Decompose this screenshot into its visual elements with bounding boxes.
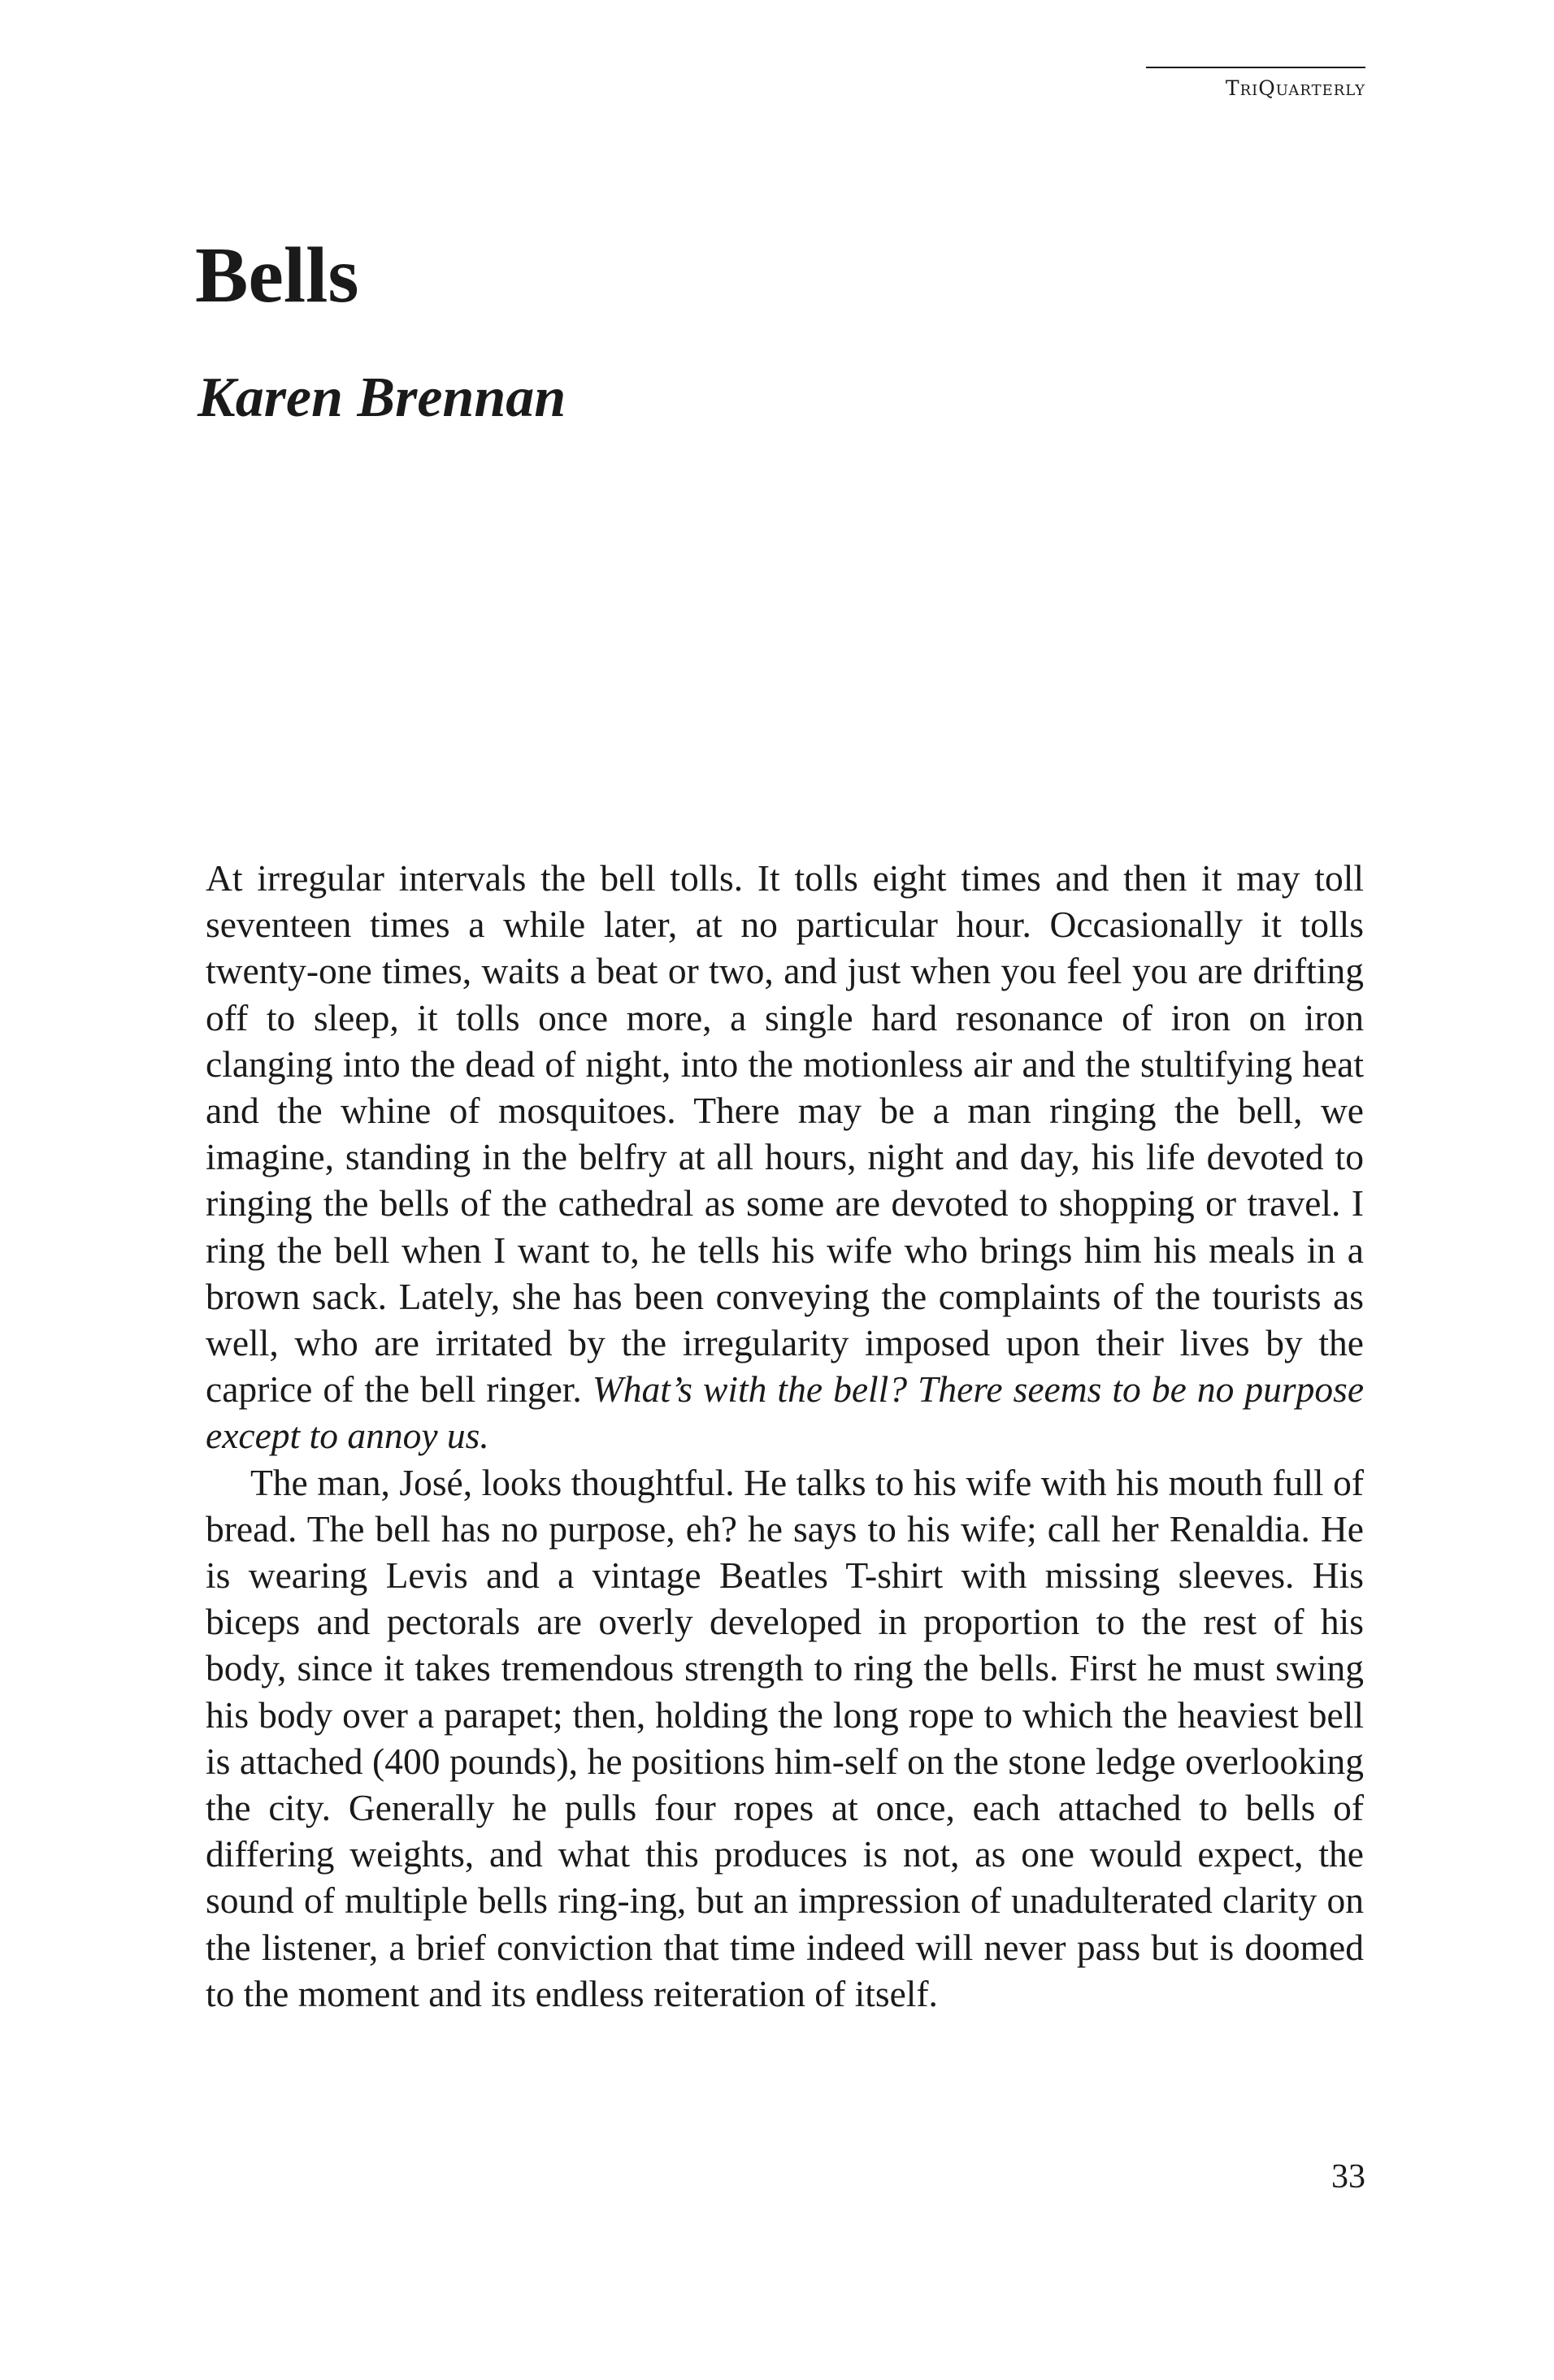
- paragraph-1-text: At irregular intervals the bell tolls. It tolls eight times and then it may toll seventeen times a while later, at no particular hour. Occasionally it tolls twenty-one times, waits a beat or two, and just when you feel you are drifting off to sleep, it tolls once more, a single hard resonance of iron on iron clanging into the dead of night, into the motionless air and the stultifying heat and the whine of mosquitoes. There may be a man ringing the bell, we imagine, standing in the belfry at all hours, night and day, his life devoted to ringing the bells of the cathedral as some are devoted to shopping or travel. I ring the bell when I want to, he tells his wife who brings him his meals in a brown sack. Lately, she has been conveying the complaints of the tourists as well, who are irritated by the irregularity imposed upon their lives by the caprice of the bell ringer.: [206, 857, 1364, 1411]
- running-header: TriQuarterly: [1146, 67, 1365, 100]
- paragraph-2: The man, José, looks thoughtful. He talks to his wife with his mouth full of bread. The bell has no purpose, eh? he says to his wife; call her Renaldia. He is wearing Levis and a vintage Beatles T-shirt with missing sleeves. His biceps and pectorals are overly developed in proportion to the rest of his body, since it takes tremendous strength to ring the bells. First he must swing his body over a parapet; then, holding the long rope to which the heaviest bell is attached (400 pounds), he positions him-self on the stone ledge overlooking the city. Generally he pulls four ropes at once, each attached to bells of differing weights, and what this produces is not, as one would expect, the sound of multiple bells ring-ing, but an impression of unadulterated clarity on the listener, a brief conviction that time indeed will never pass but is doomed to the moment and its endless reiteration of itself.: [206, 1461, 1364, 2014]
- article-body: [206, 855, 1364, 2017]
- article-author: Karen Brennan: [198, 366, 566, 429]
- page-number: 33: [1331, 2158, 1365, 2196]
- paragraph-1: [206, 855, 1364, 1459]
- article-title: Bells: [195, 232, 359, 319]
- paragraph-1-italic-quote: What’s with the bell? There seems to be no purpose except to annoy us.: [206, 1368, 1365, 1457]
